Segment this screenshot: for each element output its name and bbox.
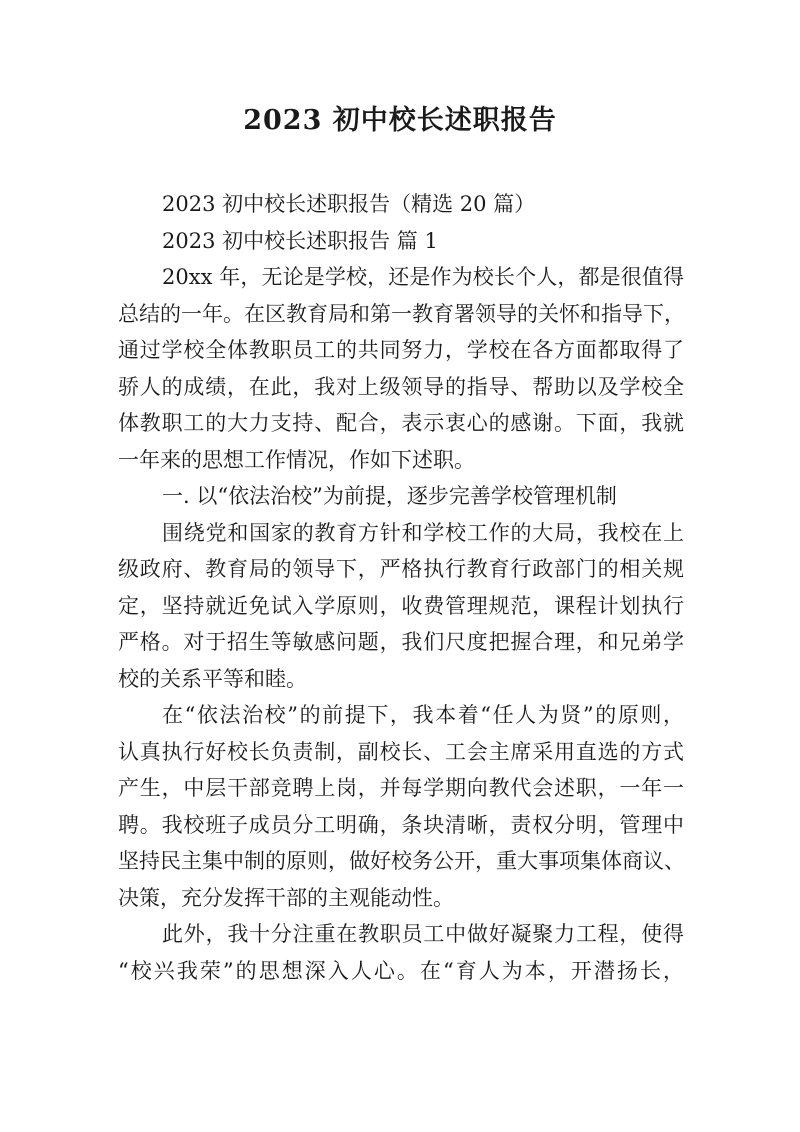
paragraph-line: 在“依法治校”的前提下，我本着“任人为贤”的原则，: [162, 703, 684, 727]
paragraph-line: 体教职工的大力支持、配合，表示衷心的感谢。下面，我就: [118, 411, 684, 435]
paragraph-line: 围绕党和国家的教育方针和学校工作的大局，我校在上: [162, 520, 684, 545]
paragraph-line: “校兴我荣”的思想深入人心。在“育人为本，开潜扬长，: [118, 958, 684, 983]
paragraph-line: 一年来的思想工作情况，作如下述职。: [118, 447, 475, 472]
paragraph-line: 此外，我十分注重在教职员工中做好凝聚力工程，使得: [162, 922, 684, 946]
subsection-heading: 一. 以“依法治校”为前提，逐步完善学校管理机制: [162, 484, 617, 508]
paragraph-line: 总结的一年。在区教育局和第一教育署领导的关怀和指导下，: [118, 301, 685, 326]
section-heading: 2023 初中校长述职报告 篇 1: [162, 228, 438, 253]
paragraph-line: 决策，充分发挥干部的主观能动性。: [118, 885, 454, 910]
paragraph-line: 严格。对于招生等敏感问题，我们尺度把握合理，和兄弟学: [118, 630, 684, 654]
document-title: 2023 初中校长述职报告: [243, 105, 557, 136]
subtitle-line: 2023 初中校长述职报告（精选 20 篇）: [162, 192, 536, 216]
paragraph-line: 坚持民主集中制的原则，做好校务公开，重大事项集体商议、: [118, 849, 685, 873]
paragraph-line: 校的关系平等和睦。: [118, 666, 307, 691]
paragraph-line: 认真执行好校长负责制，副校长、工会主席采用直选的方式: [118, 739, 684, 764]
paragraph-line: 通过学校全体教职员工的共同努力，学校在各方面都取得了: [118, 338, 684, 362]
document-body: [118, 186, 684, 989]
paragraph-line: 20xx 年，无论是学校，还是作为校长个人，都是很值得: [162, 265, 684, 289]
paragraph-line: 级政府、教育局的领导下，严格执行教育行政部门的相关规: [118, 557, 684, 581]
paragraph-line: 骄人的成绩，在此，我对上级领导的指导、帮助以及学校全: [118, 374, 684, 399]
paragraph-line: 产生，中层干部竞聘上岗，并每学期向教代会述职，一年一: [118, 776, 684, 800]
paragraph-line: 定，坚持就近免试入学原则，收费管理规范，课程计划执行: [118, 593, 684, 618]
paragraph-line: 聘。我校班子成员分工明确，条块清晰，责权分明，管理中: [118, 812, 684, 837]
